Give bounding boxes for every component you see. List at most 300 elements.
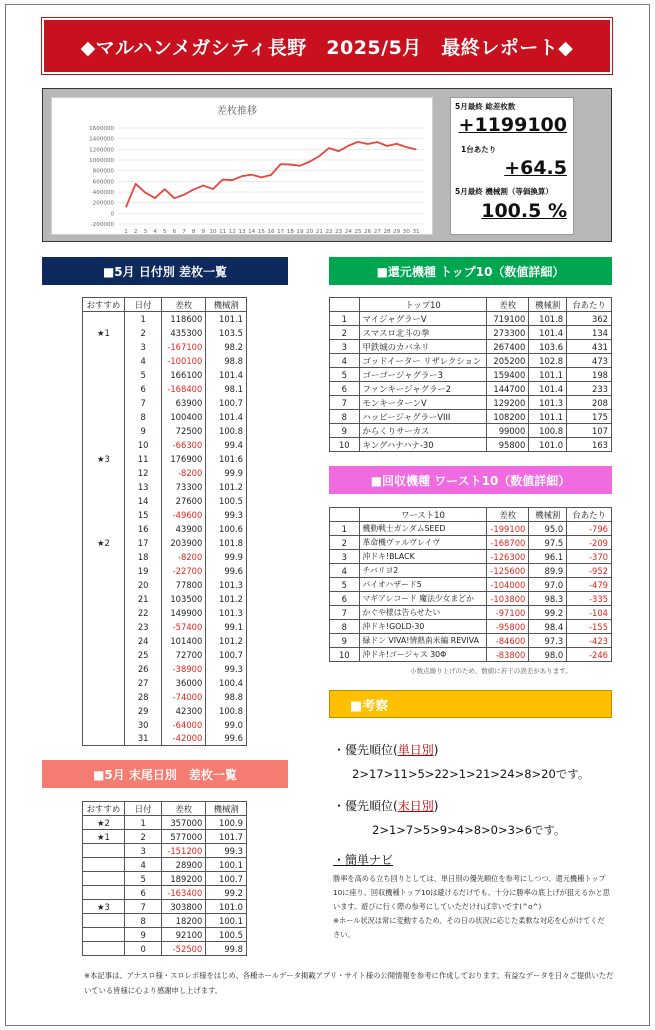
table-row <box>330 438 612 452</box>
diff-cell: 101400 <box>162 634 206 648</box>
recommend-cell <box>83 396 125 410</box>
col-recommend: おすすめ <box>83 802 125 816</box>
rank-cell: 4 <box>330 354 360 368</box>
recommend-cell <box>83 858 125 872</box>
date-cell: 13 <box>124 480 161 494</box>
x-tick-label: 17 <box>277 229 285 235</box>
data-point <box>251 174 252 175</box>
col-date: 日付 <box>124 298 161 312</box>
table-row <box>83 592 247 606</box>
col-date: 日付 <box>124 802 161 816</box>
data-point <box>280 164 281 165</box>
endday-section-header: ■5月 末尾日別 差枚一覧 <box>42 760 288 788</box>
rank-cell: 10 <box>330 438 360 452</box>
date-cell: 27 <box>124 676 161 690</box>
rate-cell: 97.0 <box>529 578 567 592</box>
recommend-cell: ★3 <box>83 900 125 914</box>
priority-endday-link[interactable]: 末日別 <box>397 799 434 813</box>
recommend-cell <box>83 494 125 508</box>
diff-cell: -74000 <box>162 690 206 704</box>
data-point <box>125 206 126 207</box>
table-row <box>83 914 247 928</box>
rank-cell: 2 <box>330 326 360 340</box>
rate-cell: 100.1 <box>206 914 247 928</box>
guide-caution: ※ホール状況は常に変動するため、その日の状況に応じた柔軟な対応を心がけてください。 <box>333 916 605 939</box>
table-row <box>83 340 247 354</box>
x-tick-label: 16 <box>267 229 275 235</box>
per-unit-cell: 362 <box>567 312 612 326</box>
diff-cell: 63900 <box>162 396 206 410</box>
rate-cell: 100.7 <box>206 648 247 662</box>
rate-cell: 89.9 <box>529 564 567 578</box>
table-row <box>83 578 247 592</box>
table-row <box>83 508 247 522</box>
date-cell: 9 <box>124 424 161 438</box>
recommend-cell: ★2 <box>83 536 125 550</box>
recommend-cell <box>83 886 125 900</box>
table-row <box>83 858 247 872</box>
rate-cell: 101.3 <box>206 578 247 592</box>
date-cell: 4 <box>124 354 161 368</box>
table-row <box>83 354 247 368</box>
recommend-cell <box>83 620 125 634</box>
x-tick-label: 15 <box>257 229 265 235</box>
recommend-cell: ★1 <box>83 326 125 340</box>
col-diff: 差枚 <box>487 298 529 312</box>
model-name-cell: 沖ドキ!GOLD-30 <box>359 620 487 634</box>
diff-cell: -42000 <box>162 732 206 746</box>
table-row <box>330 648 612 662</box>
rank-cell: 9 <box>330 424 360 438</box>
per-unit-cell: -155 <box>567 620 612 634</box>
recommend-cell <box>83 662 125 676</box>
diff-cell: -83800 <box>487 648 529 662</box>
priority-prefix: ・優先順位( <box>333 743 398 757</box>
x-tick-label: 30 <box>402 229 410 235</box>
data-point <box>338 151 339 152</box>
priority-suffix: ) <box>433 799 439 813</box>
table-row <box>330 368 612 382</box>
col-rate: 機械割 <box>206 802 247 816</box>
per-unit-cell: 107 <box>567 424 612 438</box>
date-cell: 14 <box>124 494 161 508</box>
col-recommend: おすすめ <box>83 298 125 312</box>
rate-cell: 99.0 <box>206 718 247 732</box>
data-point <box>241 176 242 177</box>
table-row <box>330 354 612 368</box>
recommend-cell <box>83 508 125 522</box>
worst10-section-header: ■回収機種 ワースト10（数値詳細） <box>329 466 612 494</box>
col-rate: 機械割 <box>529 508 567 522</box>
model-name-cell: モンキーターンV <box>359 396 487 410</box>
data-point <box>348 145 349 146</box>
rate-cell: 98.0 <box>529 648 567 662</box>
model-name-cell: スマスロ北斗の拳 <box>359 326 487 340</box>
rate-cell: 98.3 <box>529 592 567 606</box>
rank-cell: 2 <box>330 536 360 550</box>
diff-cell: 205200 <box>487 354 529 368</box>
per-unit-cell: -479 <box>567 578 612 592</box>
date-cell: 5 <box>124 872 161 886</box>
diff-cell: -168400 <box>162 382 206 396</box>
rank-cell: 8 <box>330 620 360 634</box>
table-row <box>330 634 612 648</box>
date-cell: 21 <box>124 592 161 606</box>
diff-cell: -126300 <box>487 550 529 564</box>
recommend-cell <box>83 718 125 732</box>
diff-cell: 27600 <box>162 494 206 508</box>
diff-cell: -49600 <box>162 508 206 522</box>
table-row <box>83 620 247 634</box>
date-cell: 15 <box>124 508 161 522</box>
recommend-cell: ★2 <box>83 816 125 830</box>
rate-cell: 100.8 <box>206 704 247 718</box>
rate-cell: 101.0 <box>206 900 247 914</box>
date-cell: 20 <box>124 578 161 592</box>
date-cell: 5 <box>124 368 161 382</box>
rate-cell: 99.8 <box>206 942 247 956</box>
x-tick-label: 23 <box>335 229 343 235</box>
recommend-cell <box>83 592 125 606</box>
top10-table <box>329 297 612 452</box>
rate-cell: 100.8 <box>529 424 567 438</box>
data-point <box>290 164 291 165</box>
col-per-unit: 台あたり <box>567 298 612 312</box>
diff-cell: 719100 <box>487 312 529 326</box>
rank-cell: 9 <box>330 634 360 648</box>
rate-cell: 99.4 <box>206 438 247 452</box>
x-tick-label: 29 <box>393 229 401 235</box>
data-point <box>222 179 223 180</box>
guide-text <box>333 872 611 942</box>
priority-endday-sequence: 2>1>7>5>9>4>8>0>3>6です。 <box>372 823 566 837</box>
recommend-cell <box>83 424 125 438</box>
diff-cell: -97100 <box>487 606 529 620</box>
x-tick-label: 20 <box>306 229 314 235</box>
table-row <box>330 396 612 410</box>
date-cell: 1 <box>124 816 161 830</box>
recommend-cell <box>83 690 125 704</box>
data-point <box>232 179 233 180</box>
rate-cell: 101.2 <box>206 634 247 648</box>
diff-cell: 92100 <box>162 928 206 942</box>
table-row <box>83 396 247 410</box>
x-tick-label: 2 <box>133 229 138 235</box>
diff-cell: -84600 <box>487 634 529 648</box>
model-name-cell: 機動戦士ガンダムSEED <box>359 522 487 536</box>
table-row <box>83 522 247 536</box>
table-row <box>83 452 247 466</box>
rate-cell: 101.4 <box>529 326 567 340</box>
y-tick-label: 1600000 <box>89 126 114 132</box>
recommend-cell <box>83 382 125 396</box>
y-tick-label: 800000 <box>92 168 114 175</box>
date-cell: 4 <box>124 858 161 872</box>
diff-cell: 435300 <box>162 326 206 340</box>
col-rate: 機械割 <box>529 298 567 312</box>
data-point <box>406 147 407 148</box>
diff-cell: 77800 <box>162 578 206 592</box>
data-point <box>154 197 155 198</box>
total-diff-value: +1199100 <box>458 114 567 136</box>
data-point <box>309 161 310 162</box>
diff-cell: 166100 <box>162 368 206 382</box>
per-unit-value: +64.5 <box>504 157 567 179</box>
diff-cell: -168700 <box>487 536 529 550</box>
daily-table <box>82 297 247 746</box>
rate-cell: 99.3 <box>206 508 247 522</box>
rank-cell: 5 <box>330 578 360 592</box>
table-row <box>330 424 612 438</box>
data-point <box>174 198 175 199</box>
col-rank <box>330 298 360 312</box>
rate-cell: 95.0 <box>529 522 567 536</box>
rate-cell: 98.2 <box>206 340 247 354</box>
recommend-cell <box>83 704 125 718</box>
date-cell: 19 <box>124 564 161 578</box>
diff-cell: 273300 <box>487 326 529 340</box>
rate-cell: 100.8 <box>206 424 247 438</box>
rate-cell: 100.6 <box>206 522 247 536</box>
table-row <box>330 536 612 550</box>
rank-cell: 1 <box>330 522 360 536</box>
y-tick-label: 400000 <box>92 190 114 196</box>
date-cell: 29 <box>124 704 161 718</box>
x-tick-label: 13 <box>238 229 246 235</box>
rate-cell: 97.5 <box>529 536 567 550</box>
model-name-cell: ゴッドイーター リザレクション <box>359 354 487 368</box>
table-row <box>83 928 247 942</box>
table-row <box>330 522 612 536</box>
date-cell: 26 <box>124 662 161 676</box>
col-rate: 機械割 <box>206 298 247 312</box>
date-cell: 25 <box>124 648 161 662</box>
col-rank <box>330 508 360 522</box>
difference-line-chart <box>52 98 434 236</box>
table-row <box>330 312 612 326</box>
date-cell: 9 <box>124 928 161 942</box>
rank-cell: 7 <box>330 396 360 410</box>
table-row <box>83 410 247 424</box>
date-cell: 31 <box>124 732 161 746</box>
x-tick-label: 25 <box>354 229 362 235</box>
rate-cell: 97.3 <box>529 634 567 648</box>
col-diff: 差枚 <box>162 802 206 816</box>
rate-cell: 99.2 <box>529 606 567 620</box>
recommend-cell <box>83 564 125 578</box>
rank-cell: 1 <box>330 312 360 326</box>
rate-cell: 101.2 <box>206 592 247 606</box>
rate-cell: 103.5 <box>206 326 247 340</box>
diff-cell: 73300 <box>162 480 206 494</box>
col-diff: 差枚 <box>487 508 529 522</box>
date-cell: 24 <box>124 634 161 648</box>
date-cell: 22 <box>124 606 161 620</box>
date-cell: 3 <box>124 844 161 858</box>
data-point <box>386 145 387 146</box>
rate-cell: 98.8 <box>206 690 247 704</box>
data-point <box>415 149 416 150</box>
table-row <box>330 620 612 634</box>
data-point <box>319 156 320 157</box>
rate-cell: 101.6 <box>206 452 247 466</box>
diff-cell: 72500 <box>162 424 206 438</box>
table-row <box>330 550 612 564</box>
guide-paragraph: 勝率を高める立ち回りとしては、単日別の優先順位を参考にしつつ、還元機種トップ10に座り、回収機種トップ10は避けるだけでも、十分に勝率の底上げが狙えるかと思います。遊びに行く際の参考にしていただければ幸いです(^o^) <box>333 874 610 911</box>
y-tick-label: 1000000 <box>89 158 114 164</box>
x-tick-label: 21 <box>315 229 323 235</box>
table-row <box>83 816 247 830</box>
difference-chart <box>51 97 433 235</box>
x-tick-label: 4 <box>153 229 157 235</box>
table-row <box>83 634 247 648</box>
rank-cell: 10 <box>330 648 360 662</box>
date-cell: 6 <box>124 382 161 396</box>
model-name-cell: 沖ドキ!ゴージャス 30Φ <box>359 648 487 662</box>
diff-cell: 95800 <box>487 438 529 452</box>
recommend-cell <box>83 914 125 928</box>
date-cell: 30 <box>124 718 161 732</box>
per-unit-cell: 163 <box>567 438 612 452</box>
data-point <box>299 165 300 166</box>
diff-cell: -64000 <box>162 718 206 732</box>
diff-cell: 36000 <box>162 676 206 690</box>
x-tick-label: 11 <box>219 229 227 235</box>
col-per-unit: 台あたり <box>567 508 612 522</box>
table-row <box>83 690 247 704</box>
recommend-cell <box>83 648 125 662</box>
analysis-section-header: ■考察 <box>329 690 612 718</box>
diff-cell: -57400 <box>162 620 206 634</box>
data-point <box>183 194 184 195</box>
table-row <box>83 550 247 564</box>
rate-cell: 100.9 <box>206 816 247 830</box>
table-row <box>330 606 612 620</box>
per-unit-cell: -246 <box>567 648 612 662</box>
per-unit-cell: 233 <box>567 382 612 396</box>
diff-cell: 149900 <box>162 606 206 620</box>
diff-cell: 267400 <box>487 340 529 354</box>
data-point <box>261 177 262 178</box>
diff-cell: 72700 <box>162 648 206 662</box>
diff-cell: 203900 <box>162 536 206 550</box>
x-tick-label: 6 <box>172 229 177 235</box>
per-unit-cell: 175 <box>567 410 612 424</box>
diff-cell: 100400 <box>162 410 206 424</box>
date-cell: 2 <box>124 326 161 340</box>
rate-cell: 99.9 <box>206 550 247 564</box>
table-row <box>330 564 612 578</box>
rate-cell: 99.3 <box>206 662 247 676</box>
rate-cell: 99.9 <box>206 466 247 480</box>
date-cell: 6 <box>124 886 161 900</box>
guide-heading <box>333 851 393 868</box>
table-row <box>83 606 247 620</box>
rate-cell: 98.4 <box>529 620 567 634</box>
rate-cell: 100.5 <box>206 928 247 942</box>
x-tick-label: 19 <box>296 229 304 235</box>
data-point <box>164 189 165 190</box>
data-point <box>328 148 329 149</box>
table-row <box>83 648 247 662</box>
table-row <box>83 732 247 746</box>
table-row <box>330 340 612 354</box>
diff-cell: 159400 <box>487 368 529 382</box>
table-row <box>83 942 247 956</box>
table-row <box>83 438 247 452</box>
guide-title: ・簡単ナビ <box>333 853 394 867</box>
rate-cell: 101.1 <box>529 368 567 382</box>
footer-note: ※本記事は、アナスロ様・スロレポ様をはじめ、各種ホールデータ掲載アプリ・サイト様の公開情報を参考に作成しております。有益なデータを日々ご提供いただいている皆様に心より感謝申し上げます。 <box>84 971 614 995</box>
diff-cell: 129200 <box>487 396 529 410</box>
rate-cell: 98.8 <box>206 354 247 368</box>
x-tick-label: 24 <box>344 229 352 235</box>
table-row <box>330 326 612 340</box>
rank-cell: 3 <box>330 340 360 354</box>
table-row <box>83 704 247 718</box>
per-unit-cell: -796 <box>567 522 612 536</box>
table-row <box>83 424 247 438</box>
rate-cell: 98.1 <box>206 382 247 396</box>
diff-cell: -38900 <box>162 662 206 676</box>
date-cell: 28 <box>124 690 161 704</box>
rank-cell: 4 <box>330 564 360 578</box>
diff-cell: 144700 <box>487 382 529 396</box>
model-name-cell: ハッピージャグラーVIII <box>359 410 487 424</box>
rate-cell: 101.8 <box>206 536 247 550</box>
diff-cell: 357000 <box>162 816 206 830</box>
x-tick-label: 14 <box>248 229 256 235</box>
table-row <box>83 900 247 914</box>
machine-rate-label: 5月最終 機械割（等価換算） <box>455 187 553 196</box>
recommend-cell <box>83 368 125 382</box>
table-row <box>330 578 612 592</box>
diff-cell: -8200 <box>162 466 206 480</box>
rate-cell: 101.4 <box>206 368 247 382</box>
diff-cell: 577000 <box>162 830 206 844</box>
recommend-cell <box>83 844 125 858</box>
per-unit-cell: -335 <box>567 592 612 606</box>
rate-cell: 99.6 <box>206 732 247 746</box>
diff-cell: -8200 <box>162 550 206 564</box>
diff-cell: 189200 <box>162 872 206 886</box>
per-unit-cell: -104 <box>567 606 612 620</box>
rank-cell: 7 <box>330 606 360 620</box>
rate-cell: 101.4 <box>206 410 247 424</box>
diff-cell: -103800 <box>487 592 529 606</box>
x-tick-label: 10 <box>209 229 217 235</box>
diff-cell: -52500 <box>162 942 206 956</box>
table-row <box>83 886 247 900</box>
rate-cell: 99.6 <box>206 564 247 578</box>
per-unit-cell: 473 <box>567 354 612 368</box>
rate-cell: 101.2 <box>206 480 247 494</box>
per-unit-cell: -209 <box>567 536 612 550</box>
x-tick-label: 31 <box>412 229 420 235</box>
table-row <box>83 382 247 396</box>
recommend-cell <box>83 340 125 354</box>
x-tick-label: 28 <box>383 229 391 235</box>
rounding-note: 小数点繰り上げのため、数値に若干の誤差があります。 <box>410 667 572 675</box>
per-unit-cell: 198 <box>567 368 612 382</box>
rate-cell: 101.1 <box>206 312 247 326</box>
x-tick-label: 5 <box>162 229 167 235</box>
date-cell: 11 <box>124 452 161 466</box>
diff-cell: 303800 <box>162 900 206 914</box>
priority-single-link[interactable]: 単日別 <box>397 743 434 757</box>
per-unit-cell: -370 <box>567 550 612 564</box>
date-cell: 12 <box>124 466 161 480</box>
